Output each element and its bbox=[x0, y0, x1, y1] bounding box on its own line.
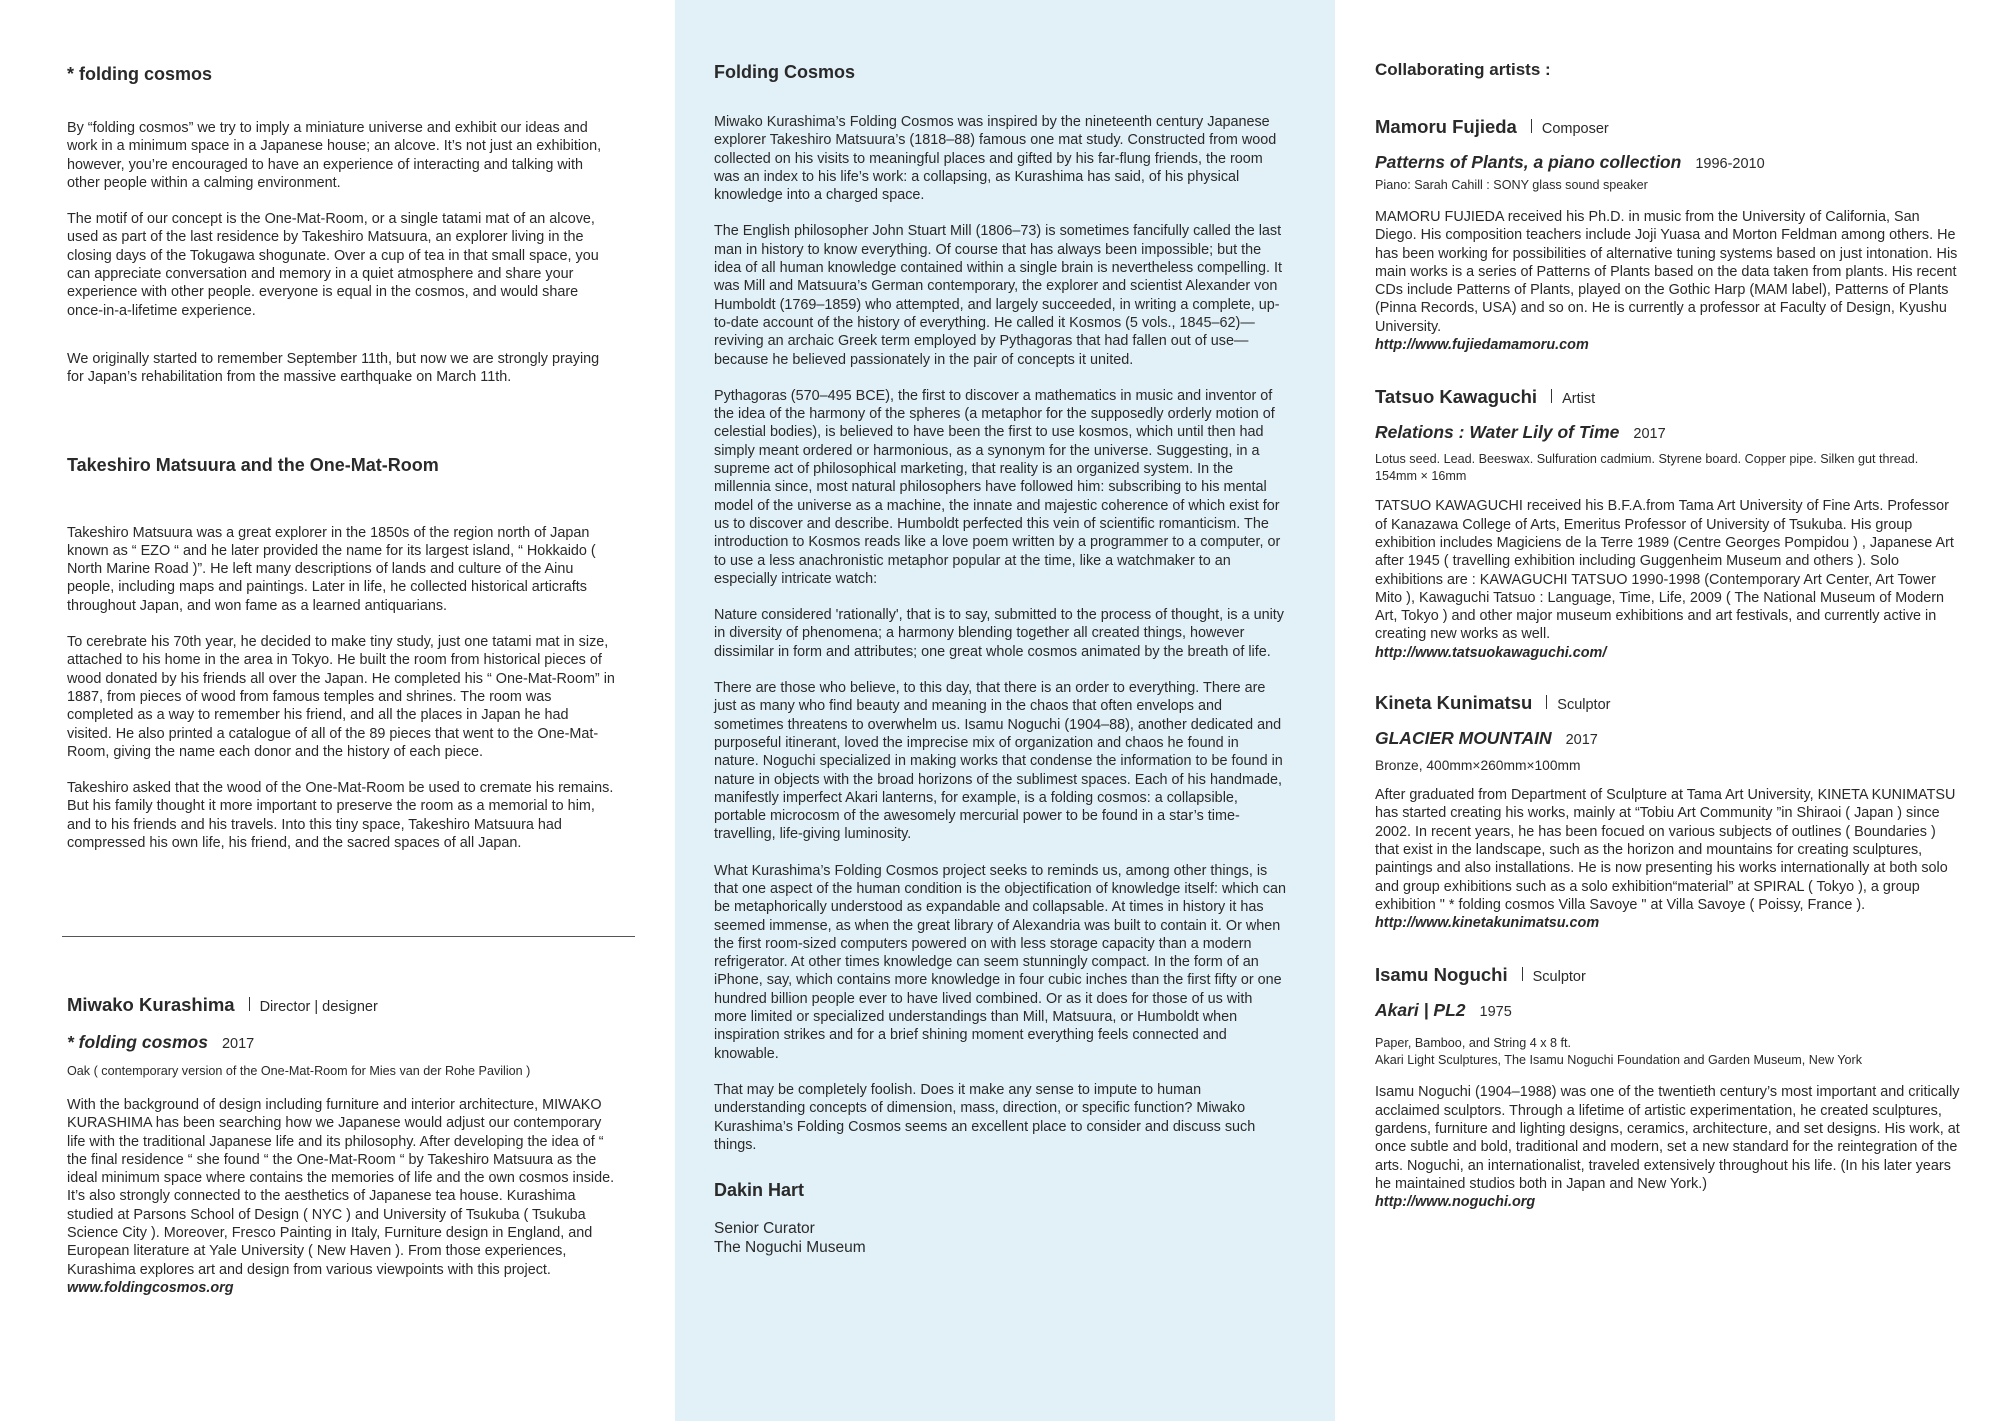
matsuura-section-title: Takeshiro Matsuura and the One-Mat-Room bbox=[67, 454, 439, 475]
artist-website-link[interactable]: http://www.kinetakunimatsu.com bbox=[1375, 915, 1600, 932]
director-bio: With the background of design including furniture and interior architecture, MIWAKO KURASHIMA has been searching how we Japanese would adjust our contemporary life with the traditional Japanese life and its philosophy. After developing the idea of “ the final residence “ she found “ the One-Mat-Room “ by Takeshiro Matsuura as the ideal minimum space where contains the memories of life and the own cosmos inside. It’s also strongly connected to the aesthetics of Japanese tea house. Kurashima studied at Parsons School of Design ( NYC ) and University of Tsukuba ( Tsukuba Science City ). Moreover, Fresco Painting in Italy, Furniture design in England, and European literature at Yale University ( New Haven ). From those experiences, Kurashima explores art and design from various viewpoints with this project. bbox=[67, 1097, 615, 1278]
essay-author-name: Dakin Hart bbox=[714, 1180, 805, 1201]
artist-name: Tatsuo Kawaguchi bbox=[1375, 386, 1538, 408]
matsuura-paragraph-3: Takeshiro asked that the wood of the One-Mat-Room be used to cremate his remains. But his family thought it more important to preserve the room as a memorial to him, and to his friends and his travels. Into this tiny space, Takeshiro Matsuura had compressed his own life, his friend, and the sacred spaces of all Japan. bbox=[67, 780, 614, 852]
director-heading bbox=[67, 994, 615, 1016]
essay-paragraph-6: What Kurashima’s Folding Cosmos project seeks to reminds us, among other things, is that one aspect of the human condition is the objectification of knowledge itself: which can be metaphorically understood as expandable and collapsable. At times in history it has seemed immense, as when the great library of Alexandria was built to contain it. Or when the first room-sized computers powered on with less storage capacity than a modern refrigerator. At other times knowledge can seem stunningly compact. In the form of an iPhone, say, which contains more knowledge in four cubic inches than the first fifty or one hundred billion people ever to have lived combined. Or as it does for those of us with more limited or specialized understandings than Mill, Matsuura, or Humboldt when inspiration strikes and for a brief shining moment everything feels connected and knowable. bbox=[714, 862, 1286, 1062]
essay-title: Folding Cosmos bbox=[714, 62, 855, 82]
artist-name: Isamu Noguchi bbox=[1375, 964, 1508, 986]
artist-work-title: Relations : Water Lily of Time bbox=[1375, 422, 1620, 443]
artist-block-kunimatsu bbox=[1375, 692, 1960, 932]
essay-paragraph-7: That may be completely foolish. Does it make any sense to impute to human understanding concepts of dimension, mass, direction, or specific function? Miwako Kurashima’s Folding Cosmos seems an excellent place to consider and discuss such things. bbox=[714, 1081, 1256, 1153]
heading-separator bbox=[249, 997, 250, 1011]
artist-work bbox=[1375, 728, 1960, 749]
artist-work-media: Paper, Bamboo, and String 4 x 8 ft. Akari Light Sculptures, The Isamu Noguchi Foundation and Garden Museum, New York bbox=[1375, 1036, 1862, 1068]
essay-author-title: Senior Curator bbox=[714, 1220, 815, 1238]
director-work-media: Oak ( contemporary version of the One-Mat-Room for Mies van der Rohe Pavilion ) bbox=[67, 1064, 531, 1078]
artist-work-title: GLACIER MOUNTAIN bbox=[1375, 728, 1552, 749]
artist-work-year: 1975 bbox=[1479, 1004, 1512, 1021]
director-website-link[interactable]: www.foldingcosmos.org bbox=[67, 1279, 234, 1296]
director-role: Director | designer bbox=[259, 999, 378, 1015]
essay-quote: Nature considered 'rationally', that is to say, submitted to the process of thought, is a unity in diversity of phenomena; a harmony blending together all created things, however dissimilar in form and attributes; one great whole cosmos animated by the breath of life. bbox=[714, 607, 1284, 660]
artist-bio: Isamu Noguchi (1904–1988) was one of the twentieth century’s most important and critically acclaimed sculptors. Through a lifetime of artistic experimentation, he created sculptures, gardens, furniture and lighting designs, ceramics, architecture, and set designs. His work, at once subtle and bold, traditional and modern, set a new standard for the reintegration of the arts. Noguchi, an internationalist, traveled extensively throughout his life. (In his later years he maintained studios both in Japan and New York.) bbox=[1375, 1084, 1960, 1192]
artist-work bbox=[1375, 152, 1960, 173]
artist-bio: After graduated from Department of Sculpture at Tama Art University, KINETA KUNIMATSU has started creating his works, mainly at “Tobiu Art Community ”in Shiraoi ( Japan ) since 2002. In recent years, he has been focued on various subjects of outlines ( Boundaries ) that exist in the landscape, such as the horizon and mountains for creating sculptures, paintings and also installations. He is now presenting his works internationally at both solo and group exhibitions such as a solo exhibition“material” at SPIRAL ( Tokyo ), a group exhibition " * folding cosmos Villa Savoye " at Villa Savoye ( Poissy, France ). bbox=[1375, 787, 1956, 913]
heading-separator bbox=[1551, 389, 1552, 403]
director-work-title: * folding cosmos bbox=[67, 1032, 208, 1052]
artist-heading bbox=[1375, 692, 1960, 714]
director-work-year: 2017 bbox=[221, 1036, 255, 1052]
artist-work-media: Lotus seed. Lead. Beeswax. Sulfuration cadmium. Styrene board. Copper pipe. Silken gut thread. 154mm × 16mm bbox=[1375, 452, 1919, 484]
artist-block-kawaguchi bbox=[1375, 386, 1960, 662]
section-divider bbox=[62, 936, 635, 937]
artist-role: Composer bbox=[1541, 121, 1609, 137]
artist-website-link[interactable]: http://www.noguchi.org bbox=[1375, 1194, 1536, 1211]
artist-work bbox=[1375, 422, 1960, 443]
intro-paragraph-1: By “folding cosmos” we try to imply a miniature universe and exhibit our ideas and work in a minimum space in a Japanese house; an alcove. It’s not just an exhibition, however, you’re encouraged to have an experience of interacting and talking with other people within a calming environment. bbox=[67, 120, 602, 191]
director-block bbox=[0, 994, 675, 1421]
artist-role: Artist bbox=[1562, 391, 1596, 408]
essay-paragraph-5: There are those who believe, to this day, that there is an order to everything. There are just as many who find beauty and meaning in the chaos that often envelops and sometimes threatens to overwhelm us. Isamu Noguchi (1904–88), another dedicated and purposeful itinerant, loved the imprecise mix of organization and chaos he found in nature. Noguchi specialized in making works that condense the information to be found in nature in objects with the broad horizons of the sublimest spaces. Each of his handmade, manifestly imperfect Akari lanterns, for example, is a folding cosmos: a collapsible, portable microcosm of the awesomely mercurial power to be found in a star’s time-travelling, life-giving luminosity. bbox=[714, 680, 1283, 843]
essay-author-org: The Noguchi Museum bbox=[714, 1239, 866, 1257]
artist-block-fujieda bbox=[1375, 116, 1960, 354]
artist-name: Kineta Kunimatsu bbox=[1375, 692, 1533, 714]
artist-block-noguchi bbox=[1375, 964, 1960, 1211]
artist-role: Sculptor bbox=[1532, 969, 1586, 986]
artist-bio: MAMORU FUJIEDA received his Ph.D. in music from the University of California, San Diego. His composition teachers include Joji Yuasa and Morton Feldman among others. He has been working for possibilities of alternative tuning systems based on just intonation. His main works is a series of Patterns of Plants based on the data taken from plants. His recent CDs include Patterns of Plants, played on the Gothic Harp (MAM label), Patterns of Plants (Pinna Records, USA) and so on. He is currently a professor at Faculty of Design, Kyushu University. bbox=[1375, 209, 1958, 335]
artist-work-media: Bronze, 400mm×260mm×100mm bbox=[1375, 758, 1581, 774]
intro-title: * folding cosmos bbox=[67, 64, 213, 84]
artist-website-link[interactable]: http://www.fujiedamamoru.com bbox=[1375, 337, 1589, 354]
artist-name: Mamoru Fujieda bbox=[1375, 116, 1517, 137]
heading-separator bbox=[1522, 967, 1523, 981]
artist-heading bbox=[1375, 116, 1960, 138]
artist-heading bbox=[1375, 964, 1960, 986]
matsuura-paragraph-2: To cerebrate his 70th year, he decided to make tiny study, just one tatami mat in size, attached to his home in the area in Tokyo. He built the room from historical pieces of wood donated by his friends all over the Japan. He completed his “ One-Mat-Room” in 1887, from pieces of wood from famous temples and shrines. The room was completed as a way to remember his friend, and all the places in Japan he had visited. He also printed a catalogue of all of the 89 pieces that went to the One-Mat-Room, giving the name each donor and the history of each piece. bbox=[67, 634, 615, 760]
artist-role: Sculptor bbox=[1557, 697, 1611, 714]
artist-work bbox=[1375, 1000, 1960, 1021]
artist-work-year: 2017 bbox=[1565, 732, 1598, 749]
artist-work-year: 2017 bbox=[1633, 426, 1666, 443]
intro-paragraph-3: We originally started to remember September 11th, but now we are strongly praying for Japan’s rehabilitation from the massive earthquake on March 11th. bbox=[67, 350, 600, 386]
artist-work-title: Akari | PL2 bbox=[1375, 1000, 1466, 1021]
essay-paragraph-2: The English philosopher John Stuart Mill (1806–73) is sometimes fancifully called the last man in history to know everything. Of course that has always been impossible; but the idea of all human knowledge contained within a single brain is nevertheless compelling. It was Mill and Matsuura’s German contemporary, the explorer and scientist Alexander von Humboldt (1769–1859) who attempted, and largely succeeded, in writing a complete, up-to-date account of the history of everything. He called it Kosmos (5 vols., 1845–62)—reviving an archaic Greek term employed by Pythagoras that had fallen out of use—because he believed passionately in the pair of concepts it united. bbox=[714, 223, 1282, 368]
right-column bbox=[1335, 0, 2000, 1421]
collaborators-title: Collaborating artists : bbox=[1375, 60, 1551, 79]
director-work bbox=[67, 1032, 615, 1053]
artist-bio: TATSUO KAWAGUCHI received his B.F.A.from Tama Art University of Fine Arts. Professor of Kanazawa College of Arts, Emeritus Professor of University of Tsukuba. His group exhibition includes Magiciens de la Terre 1989 (Centre Georges Pompidou ) , Japanese Art after 1945 ( travelling exhibition including Guggenheim Museum and others ). Solo exhibitions are : KAWAGUCHI TATSUO 1990-1998 (Contemporary Art Center, Art Tower Mito ), Kawaguchi Tatsuo : Language, Time, Life, 2009 ( The National Museum of Modern Art, Tokyo ) and other major museum exhibitions and art festivals, and currently active in creating new works as well. bbox=[1375, 498, 1954, 643]
essay-paragraph-3: Pythagoras (570–495 BCE), the first to discover a mathematics in music and inventor of the idea of the harmony of the spheres (a metaphor for the supposedly orderly motion of celestial bodies), is believed to have been the first to use kosmos, which until then had simply meant ordered or harmonious, as a synonym for the universe. Suggesting, in a supreme act of philosophical marketing, that reality is an organized system. In the millennia since, most natural philosophers have followed him: subscribing to his mental model of the universe as a machine, the innate and majestic coherence of which exist for us to discover and describe. Humboldt perfected this vein of scientific romanticism. The introduction to Kosmos reads like a love poem written by a programmer to a computer, or to use a less anachronistic metaphor popular at the time, like a watchmaker to an especially intricate watch: bbox=[714, 387, 1281, 587]
artist-work-year: 1996-2010 bbox=[1695, 156, 1765, 172]
matsuura-paragraph-1: Takeshiro Matsuura was a great explorer in the 1850s of the region north of Japan known as “ EZO “ and he later provided the name for its largest island, “ Hokkaido ( North Marine Road )”. He left many descriptions of lands and culture of the Ainu people, including maps and paintings. Later in life, he collected historical articrafts throughout Japan, and won fame as a learned antiquarians. bbox=[67, 524, 596, 614]
artist-heading bbox=[1375, 386, 1960, 408]
director-name: Miwako Kurashima bbox=[67, 994, 235, 1015]
middle-column bbox=[675, 0, 1335, 1421]
heading-separator bbox=[1531, 119, 1532, 133]
essay-paragraph-1: Miwako Kurashima’s Folding Cosmos was inspired by the nineteenth century Japanese explorer Takeshiro Matsuura’s (1818–88) famous one mat study. Constructed from wood collected on his visits to meaningful places and gifted by his far-flung friends, the room was an index to his life’s work: a collapsing, as Kurashima has said, of his physical knowledge into a charged space. bbox=[714, 114, 1277, 204]
artist-work-media: Piano: Sarah Cahill : SONY glass sound speaker bbox=[1375, 178, 1648, 192]
artist-website-link[interactable]: http://www.tatsuokawaguchi.com/ bbox=[1375, 644, 1607, 661]
artist-work-title: Patterns of Plants, a piano collection bbox=[1375, 152, 1682, 172]
heading-separator bbox=[1546, 695, 1547, 709]
intro-paragraph-2: The motif of our concept is the One-Mat-Room, or a single tatami mat of an alcove, used as part of the last residence by Takeshiro Matsuura, an explorer living in the closing days of the Tokugawa shogunate. Over a cup of tea in that small space, you can appreciate conversation and memory in a quiet atmosphere and share your experience with other people. everyone is equal in the cosmos, and would share once-in-a-lifetime experience. bbox=[67, 211, 599, 319]
